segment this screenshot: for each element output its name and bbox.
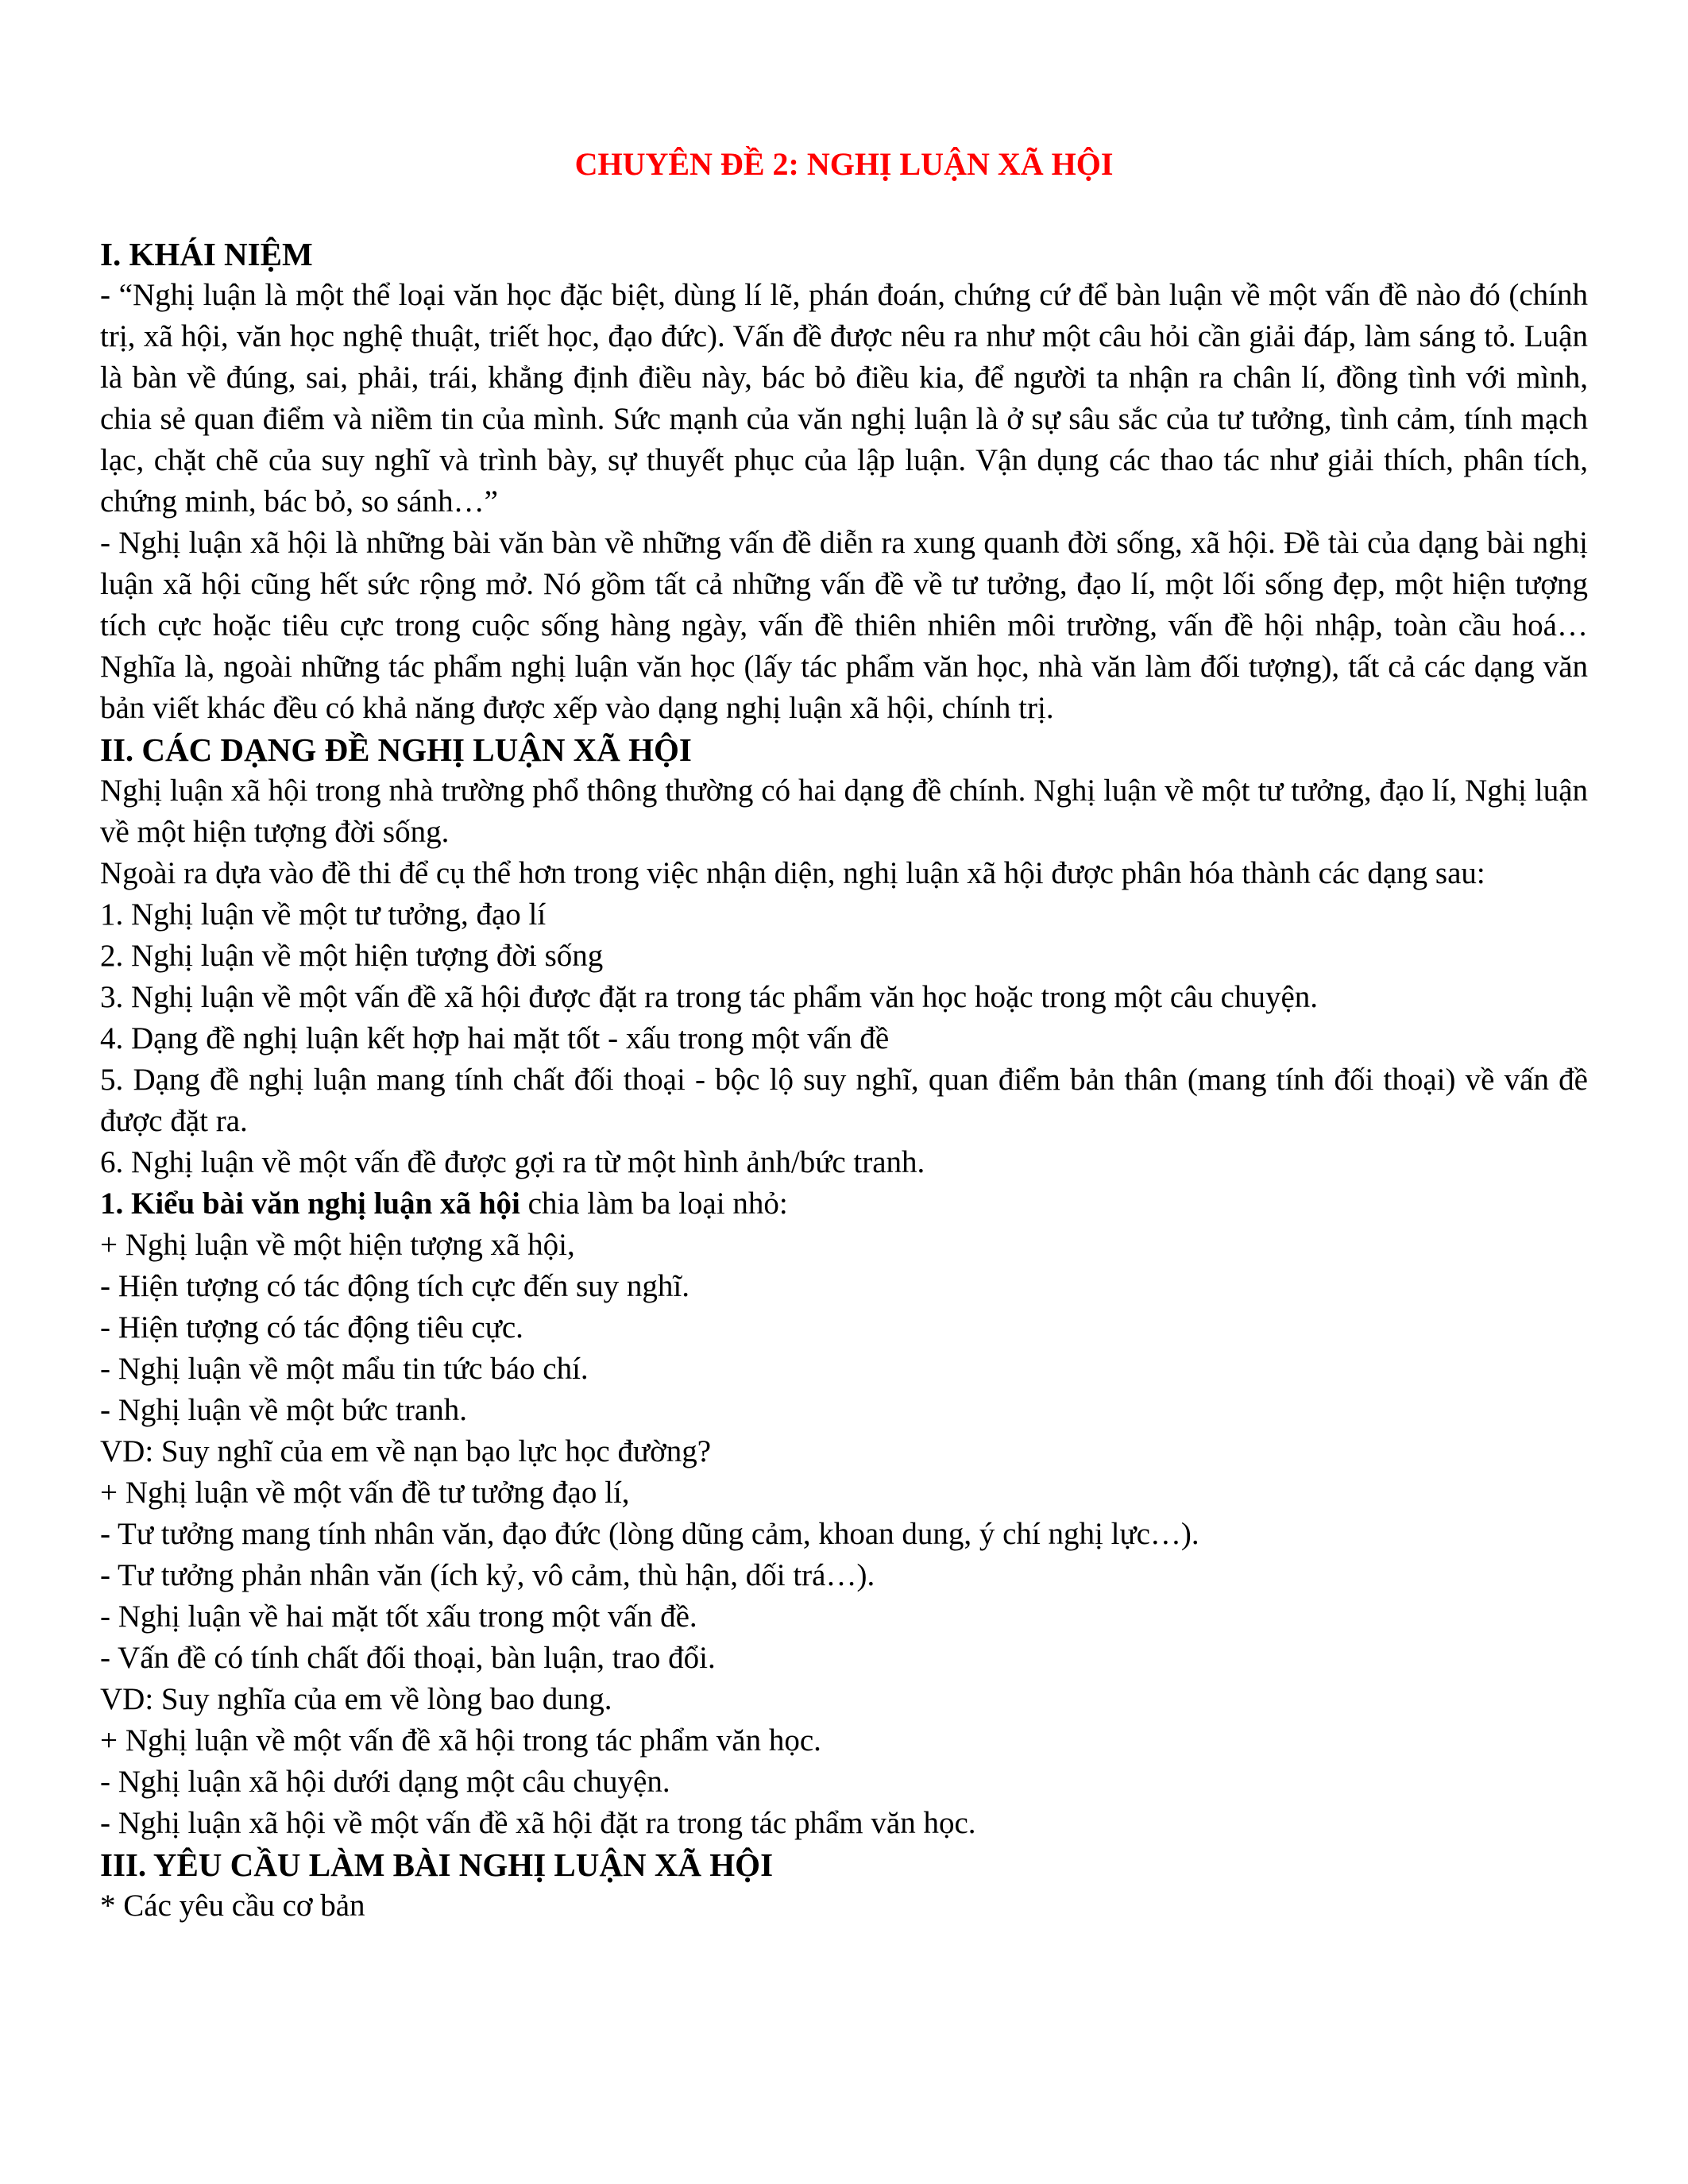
list-item: 5. Dạng đề nghị luận mang tính chất đối thoại - bộc lộ suy nghĩ, quan điểm bản thân (mang tính đối thoại) về vấn đề được đặt ra. <box>100 1063 1588 1138</box>
document-body <box>100 233 1588 1927</box>
list-item: 1. Nghị luận về một tư tưởng, đạo lí <box>100 897 547 932</box>
list-item: - Nghị luận về một bức tranh. <box>100 1393 467 1427</box>
paragraph: - “Nghị luận là một thể loại văn học đặc biệt, dùng lí lẽ, phán đoán, chứng cứ để bàn luận về một vấn đề nào đó (chính trị, xã hội, văn học nghệ thuật, triết học, đạo đức). Vấn đề được nêu ra như một câu hỏi cần giải đáp, làm sáng tỏ. Luận là bàn về đúng, sai, phải, trái, khẳng định điều này, bác bỏ điều kia, để người ta nhận ra chân lí, đồng tình với mình, chia sẻ quan điểm và niềm tin của mình. Sức mạnh của văn nghị luận là ở sự sâu sắc của tư tưởng, tình cảm, tính mạch lạc, chặt chẽ của suy nghĩ và trình bày, sự thuyết phục của lập luận. Vận dụng các thao tác như giải thích, phân tích, chứng minh, bác bỏ, so sánh…” <box>100 278 1588 519</box>
list-item: 3. Nghị luận về một vấn đề xã hội được đặt ra trong tác phẩm văn học hoặc trong một câu chuyện. <box>100 980 1319 1014</box>
list-item: 6. Nghị luận về một vấn đề được gợi ra từ một hình ảnh/bức tranh. <box>100 1145 925 1179</box>
list-item: - Hiện tượng có tác động tích cực đến suy nghĩ. <box>100 1269 689 1303</box>
subsection-lead <box>100 1183 1588 1225</box>
example-line: VD: Suy nghĩa của em về lòng bao dung. <box>100 1682 612 1716</box>
list-item: * Các yêu cầu cơ bản <box>100 1889 365 1923</box>
list-item: - Hiện tượng có tác động tiêu cực. <box>100 1310 523 1345</box>
list-item: - Tư tưởng mang tính nhân văn, đạo đức (lòng dũng cảm, khoan dung, ý chí nghị lực…). <box>100 1517 1199 1551</box>
list-item: + Nghị luận về một vấn đề tư tưởng đạo lí, <box>100 1476 630 1510</box>
section-heading-2: II. CÁC DẠNG ĐỀ NGHỊ LUẬN XÃ HỘI <box>100 731 692 768</box>
paragraph: Ngoài ra dựa vào đề thi để cụ thể hơn trong việc nhận diện, nghị luận xã hội được phân hóa thành các dạng sau: <box>100 856 1485 890</box>
list-item: + Nghị luận về một vấn đề xã hội trong tác phẩm văn học. <box>100 1723 821 1758</box>
list-item: - Nghị luận xã hội dưới dạng một câu chuyện. <box>100 1765 670 1799</box>
paragraph: Nghị luận xã hội trong nhà trường phổ thông thường có hai dạng đề chính. Nghị luận về một tư tưởng, đạo lí, Nghị luận về một hiện tượng đời sống. <box>100 774 1588 849</box>
list-item: - Nghị luận về một mẩu tin tức báo chí. <box>100 1352 589 1386</box>
subsection-lead-bold: 1. Kiểu bài văn nghị luận xã hội <box>100 1187 520 1221</box>
list-item: - Vấn đề có tính chất đối thoại, bàn luận, trao đổi. <box>100 1641 716 1675</box>
example-line: VD: Suy nghĩ của em về nạn bạo lực học đường? <box>100 1434 712 1468</box>
section-heading-3: III. YÊU CẦU LÀM BÀI NGHỊ LUẬN XÃ HỘI <box>100 1846 774 1883</box>
document-title: CHUYÊN ĐỀ 2: NGHỊ LUẬN XÃ HỘI <box>574 146 1114 182</box>
list-item: 4. Dạng đề nghị luận kết hợp hai mặt tốt - xấu trong một vấn đề <box>100 1021 890 1055</box>
list-item: - Nghị luận về hai mặt tốt xấu trong một vấn đề. <box>100 1599 697 1634</box>
section-heading-1: I. KHÁI NIỆM <box>100 236 313 272</box>
subsection-lead-rest: chia làm ba loại nhỏ: <box>520 1187 788 1221</box>
paragraph: - Nghị luận xã hội là những bài văn bàn về những vấn đề diễn ra xung quanh đời sống, xã hội. Đề tài của dạng bài nghị luận xã hội cũng hết sức rộng mở. Nó gồm tất cả những vấn đề về tư tưởng, đạo lí, một lối sống đẹp, một hiện tượng tích cực hoặc tiêu cực trong cuộc sống hàng ngày, vấn đề thiên nhiên môi trường, vấn đề hội nhập, toàn cầu hoá…Nghĩa là, ngoài những tác phẩm nghị luận văn học (lấy tác phẩm văn học, nhà văn làm đối tượng), tất cả các dạng văn bản viết khác đều có khả năng được xếp vào dạng nghị luận xã hội, chính trị. <box>100 526 1588 725</box>
list-item: 2. Nghị luận về một hiện tượng đời sống <box>100 939 604 973</box>
list-item: - Tư tưởng phản nhân văn (ích kỷ, vô cảm, thù hận, dối trá…). <box>100 1558 875 1592</box>
list-item: - Nghị luận xã hội về một vấn đề xã hội đặt ra trong tác phẩm văn học. <box>100 1806 976 1840</box>
list-item: + Nghị luận về một hiện tượng xã hội, <box>100 1228 575 1262</box>
